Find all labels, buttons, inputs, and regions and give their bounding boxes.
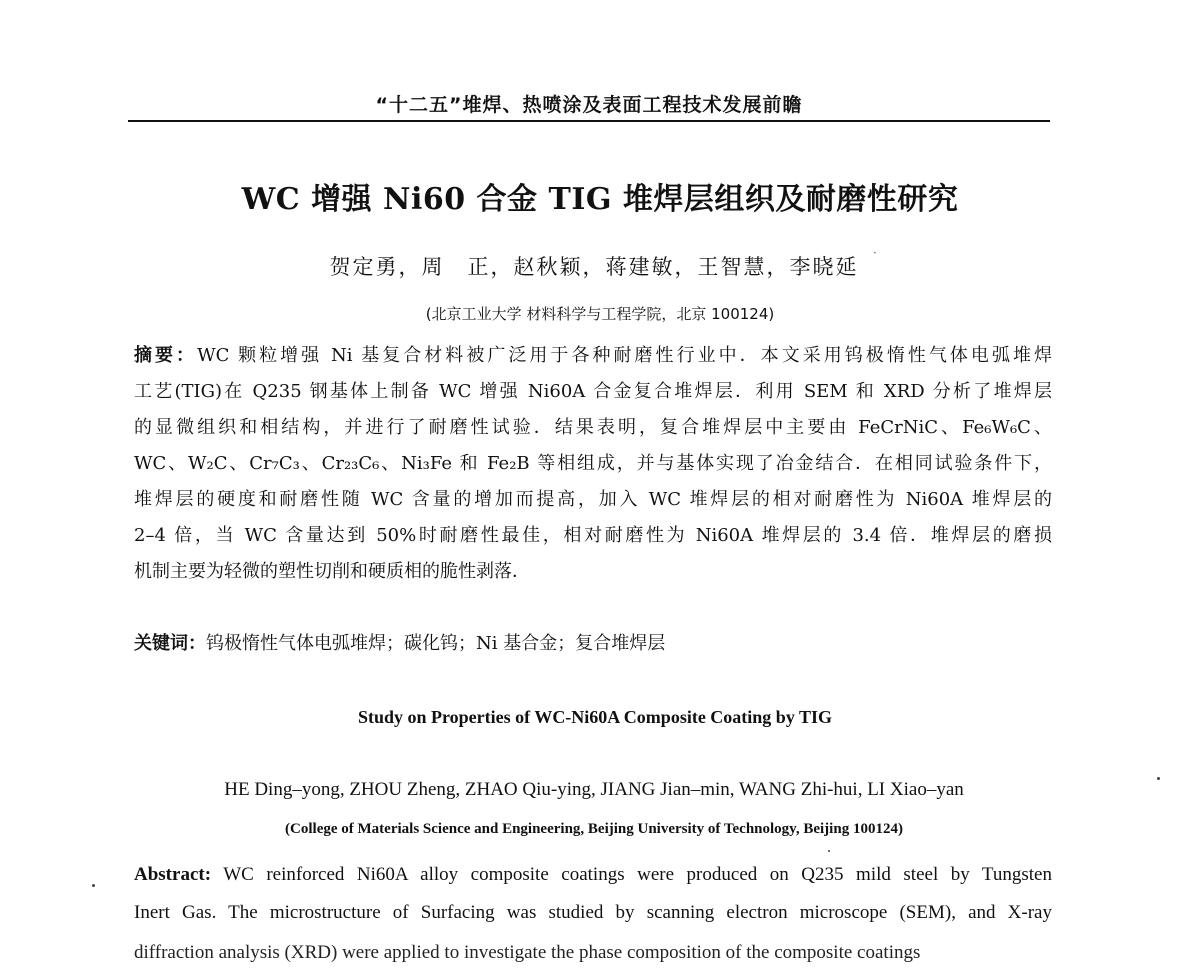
header-rule [128,120,1050,122]
abstract-en-cutoff-line: diffraction analysis (XRD) were applied to investigate the phase composition of the composite coatings [134,942,921,963]
title-en: Study on Properties of WC-Ni60A Composite Coating by TIG [357,707,833,727]
abstract-cn-label: 摘要： [134,345,198,366]
abstract-cn-line: 摘要：WC 颗粒增强 Ni 基复合材料被广泛用于各种耐磨性行业中．本文采用钨极惰性气体电弧堆焊 [134,345,1052,366]
authors-en: HE Ding–yong, ZHOU Zheng, ZHAO Qiu-ying, JIANG Jian–min, WANG Zhi-hui, LI Xiao–yan [224,779,964,800]
abstract-cn-line: 2–4 倍，当 WC 含量达到 50%时耐磨性最佳，相对耐磨性为 Ni60A 堆焊层的 3.4 倍．堆焊层的磨损 [134,525,1052,546]
abstract-cn-line: 堆焊层的硬度和耐磨性随 WC 含量的增加而提高，加入 WC 堆焊层的相对耐磨性为 Ni60A 堆焊层的 [134,489,1052,510]
scan-speck [828,850,830,852]
keywords-cn [134,626,1052,662]
keywords-cn-text: 钨极惰性气体电弧堆焊；碳化钨；Ni 基合金；复合堆焊层 [206,633,666,654]
authors-cn: 贺定勇，周 正，赵秋颖，蒋建敏，王智慧，李晓延 [329,255,859,279]
abstract-en [134,856,1052,932]
abstract-en-label: Abstract: [134,864,212,885]
abstract-cn-line: 的显微组织和相结构，并进行了耐磨性试验．结果表明，复合堆焊层中主要由 FeCrNiC、Fe₆W₆C、 [134,417,1052,438]
abstract-cn-line: 机制主要为轻微的塑性切削和硬质相的脆性剥落． [134,561,530,582]
abstract-cn [134,338,1052,590]
author-footnote-mark: · [873,246,877,260]
abstract-en-line: Inert Gas. The microstructure of Surfacing was studied by scanning electron microscope (SEM), and X-ray [134,902,1052,923]
abstract-cn-line: 工艺(TIG)在 Q235 钢基体上制备 WC 增强 Ni60A 合金复合堆焊层．利用 SEM 和 XRD 分析了堆焊层 [134,381,1052,402]
running-header: “十二五”堆焊、热喷涂及表面工程技术发展前瞻 [375,94,803,116]
abstract-en-line: Abstract: WC reinforced Ni60A alloy composite coatings were produced on Q235 mild steel by Tungsten [134,864,1052,885]
scan-speck [92,884,95,887]
title-cn: WC 增强 Ni60 合金 TIG 堆焊层组织及耐磨性研究 [241,182,959,217]
keywords-cn-line [134,626,1052,662]
scan-speck [1157,777,1160,780]
affiliation-cn: (北京工业大学 材料科学与工程学院，北京 100124) [425,305,775,323]
affiliation-en: (College of Materials Science and Engineering, Beijing University of Technology, Beijing 100124) [285,821,903,837]
keywords-cn-label: 关键词： [134,633,206,654]
abstract-cn-line: WC、W₂C、Cr₇C₃、Cr₂₃C₆、Ni₃Fe 和 Fe₂B 等相组成，并与基体实现了冶金结合．在相同试验条件下， [134,453,1052,474]
